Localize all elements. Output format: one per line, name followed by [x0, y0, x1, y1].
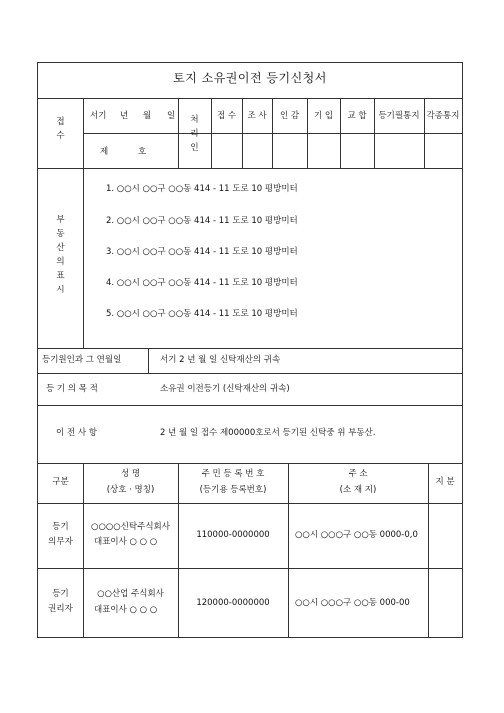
number-prefix: 제 — [100, 147, 109, 157]
holder-category: 등기 — [52, 589, 69, 599]
processor-label-char: 인 — [190, 143, 199, 153]
number-suffix: 호 — [138, 147, 147, 157]
party-header-address: 주 소 — [348, 469, 368, 479]
rule-processor-right — [211, 98, 212, 168]
property-item: 4. ○○시 ○○구 ○○동 414 - 11 도로 10 평방미터 — [106, 278, 298, 288]
stage-header-collation: 교 합 — [347, 111, 367, 121]
holder-address: ○○시 ○○○구 ○○동 000-00 — [295, 598, 410, 608]
holder-representative: 대표이사 ○ ○ ○ — [94, 605, 158, 615]
property-item: 3. ○○시 ○○구 ○○동 414 - 11 도로 10 평방미터 — [106, 247, 298, 257]
cause-label: 등기원인과 그 연월일 — [42, 355, 122, 365]
party-header-share: 지 분 — [435, 477, 455, 487]
rule-stage-6 — [424, 98, 425, 168]
purpose-value: 소유권 이전등기 (신탁재산의 귀속) — [160, 384, 290, 394]
property-label-char: 의 — [56, 257, 65, 267]
transfer-label: 이 전 사 항 — [56, 428, 97, 438]
stage-header-investigation: 조 사 — [247, 111, 267, 121]
date-year: 년 — [120, 111, 129, 121]
obligor-representative: 대표이사 ○ ○ ○ — [94, 537, 158, 547]
obligor-category-sub: 의무자 — [48, 537, 73, 547]
reception-label — [38, 115, 83, 143]
obligor-category: 등기 — [52, 522, 69, 532]
property-label-char: 동 — [56, 229, 65, 239]
holder-category-sub: 권리자 — [48, 604, 73, 614]
rule-property-label-right — [83, 168, 84, 348]
rule-party-col-4 — [428, 463, 429, 637]
rule-reception-label-right — [83, 98, 84, 168]
reception-label-char: 수 — [56, 131, 65, 141]
property-label — [38, 213, 83, 297]
obligor-address: ○○시 ○○○구 ○○동 0000-0,0 — [295, 530, 418, 540]
property-item: 2. ○○시 ○○구 ○○동 414 - 11 도로 10 평방미터 — [106, 216, 298, 226]
rule-stage-5 — [374, 98, 375, 168]
processor-label-char: 처 — [190, 115, 199, 125]
property-item: 5. ○○시 ○○구 ○○동 414 - 11 도로 10 평방미터 — [106, 309, 298, 319]
purpose-label: 등 기 의 목 적 — [46, 384, 98, 394]
property-item: 1. ○○시 ○○구 ○○동 414 - 11 도로 10 평방미터 — [106, 184, 298, 194]
transfer-value: 2 년 월 일 접수 제00000호로서 등기된 신탁중 위 부동산. — [160, 428, 376, 438]
processor-label-char: 리 — [190, 129, 199, 139]
rule-reception-bottom — [38, 168, 462, 169]
party-header-id: 주 민 등 록 번 호 — [201, 469, 265, 479]
date-month: 월 — [143, 111, 152, 121]
rule-stage-2 — [272, 98, 273, 168]
obligor-name: ○○○○신탁주식회사 — [91, 522, 170, 532]
rule-stage-3 — [307, 98, 308, 168]
date-day: 일 — [167, 111, 176, 121]
rule-cause-label-right — [148, 348, 149, 373]
stage-header-entry: 기 입 — [313, 111, 334, 121]
rule-stage-1 — [242, 98, 243, 168]
rule-property-bottom — [38, 348, 462, 349]
stage-header-various-notice: 각종통지 — [426, 111, 460, 121]
registration-form — [37, 62, 463, 638]
party-header-id-sub: (등기용 등록번호) — [199, 485, 267, 495]
rule-stage-4 — [340, 98, 341, 168]
stage-header-receipt: 접 수 — [216, 111, 237, 121]
form-title: 토지 소유권이전 등기신청서 — [173, 71, 327, 85]
party-header-category: 구분 — [52, 477, 69, 487]
property-label-char: 산 — [56, 243, 65, 253]
rule-obligor-bottom — [38, 568, 462, 569]
property-label-char: 부 — [56, 215, 65, 225]
rule-party-header-bottom — [38, 503, 462, 504]
party-header-name-sub: (상호 · 명칭) — [106, 485, 155, 495]
property-label-char: 시 — [56, 285, 65, 295]
cause-value: 서기 2 년 월 일 신탁재산의 귀속 — [160, 355, 281, 365]
stage-header-completion-notice: 등기필통지 — [378, 111, 420, 121]
holder-name: ○○산업 주식회사 — [97, 589, 164, 599]
reception-label-char: 접 — [56, 117, 65, 127]
rule-title-bottom — [38, 98, 462, 99]
party-header-address-sub: (소 재 지) — [339, 485, 377, 495]
obligor-id: 110000-0000000 — [196, 530, 270, 540]
party-header-name: 성 명 — [120, 469, 141, 479]
rule-transfer-bottom — [38, 463, 462, 464]
stage-header-seal: 인 감 — [279, 111, 300, 121]
processor-label — [178, 113, 211, 155]
holder-id: 120000-0000000 — [196, 598, 270, 608]
date-prefix: 서기 — [90, 111, 107, 121]
property-label-char: 표 — [56, 271, 65, 281]
rule-cause-bottom — [38, 373, 462, 374]
rule-purpose-bottom — [38, 405, 462, 406]
